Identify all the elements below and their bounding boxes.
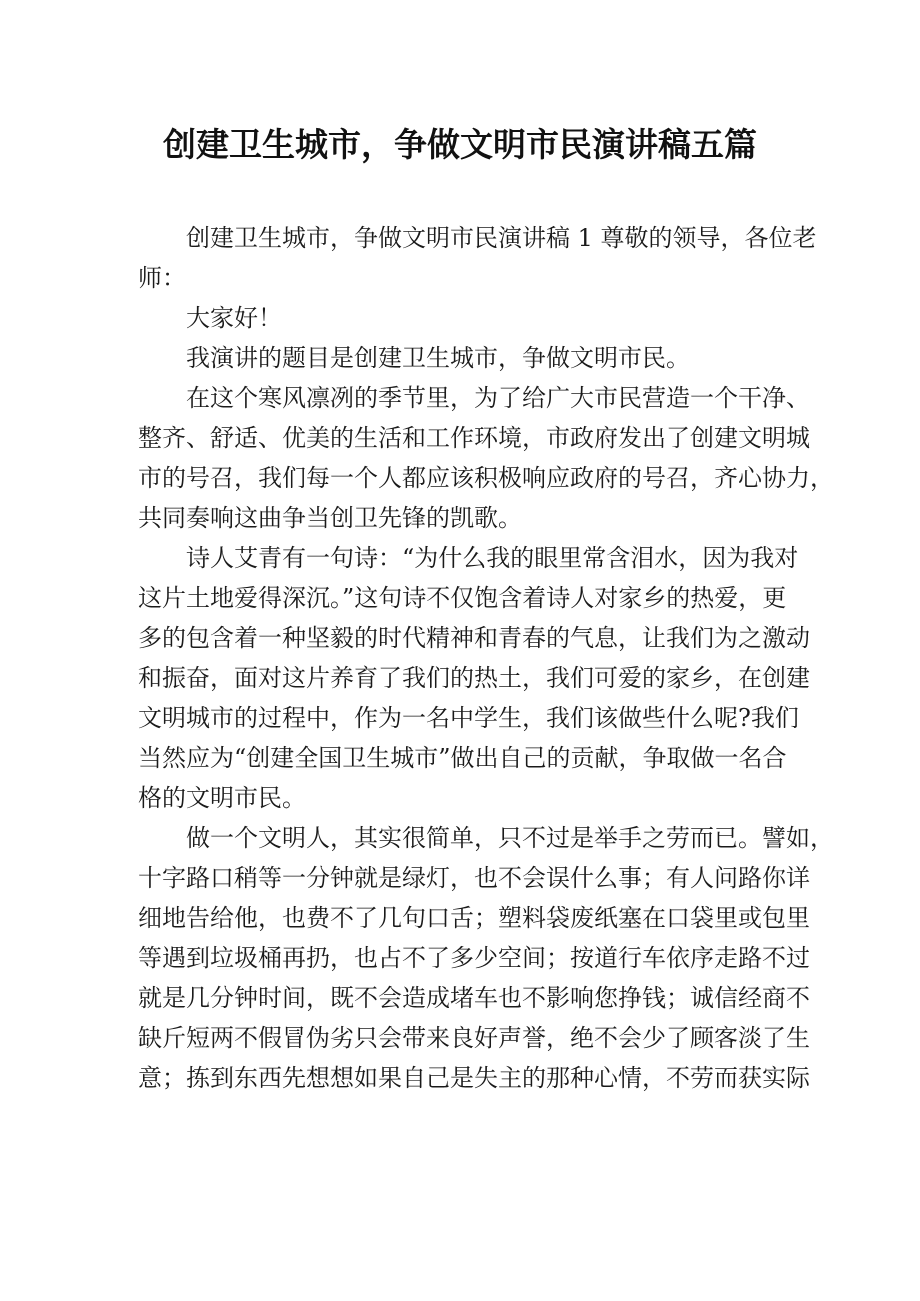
paragraph-line: 等遇到垃圾桶再扔，也占不了多少空间；按道行车依序走路不过 — [138, 944, 810, 972]
paragraph-line: 师： — [138, 264, 186, 292]
paragraph-line: 诗人艾青有一句诗：“为什么我的眼里常含泪水，因为我对 — [186, 544, 799, 572]
paragraph-line: 做一个文明人，其实很简单，只不过是举手之劳而已。譬如， — [186, 824, 834, 852]
paragraph-line: 格的文明市民。 — [138, 784, 306, 812]
paragraph-line: 文明城市的过程中，作为一名中学生，我们该做些什么呢?我们 — [138, 704, 799, 732]
paragraph-line: 当然应为“创建全国卫生城市”做出自己的贡献，争取做一名合 — [138, 744, 787, 772]
paragraph-line: 共同奏响这曲争当创卫先锋的凯歌。 — [138, 504, 522, 532]
paragraph-line: 创建卫生城市，争做文明市民演讲稿 1 尊敬的领导，各位老 — [186, 224, 817, 252]
paragraph-line: 就是几分钟时间，既不会造成堵车也不影响您挣钱；诚信经商不 — [138, 984, 810, 1012]
document-title: 创建卫生城市，争做文明市民演讲稿五篇 — [163, 125, 757, 164]
paragraph-line: 这片土地爱得深沉。”这句诗不仅饱含着诗人对家乡的热爱，更 — [138, 584, 787, 612]
paragraph-line: 细地告给他，也费不了几句口舌；塑料袋废纸塞在口袋里或包里 — [138, 904, 810, 932]
paragraph-line: 和振奋，面对这片养育了我们的热土，我们可爱的家乡，在创建 — [138, 664, 810, 692]
paragraph-line: 大家好！ — [186, 304, 282, 332]
paragraph-line: 意；拣到东西先想想如果自己是失主的那种心情，不劳而获实际 — [138, 1064, 810, 1092]
paragraph-line: 我演讲的题目是创建卫生城市，争做文明市民。 — [186, 344, 690, 372]
paragraph-line: 在这个寒风凛冽的季节里，为了给广大市民营造一个干净、 — [186, 384, 810, 412]
paragraph-line: 缺斤短两不假冒伪劣只会带来良好声誉，绝不会少了顾客淡了生 — [138, 1024, 810, 1052]
paragraph-line: 市的号召，我们每一个人都应该积极响应政府的号召，齐心协力， — [138, 464, 834, 492]
paragraph-line: 多的包含着一种坚毅的时代精神和青春的气息，让我们为之激动 — [138, 624, 810, 652]
paragraph-line: 十字路口稍等一分钟就是绿灯，也不会误什么事；有人问路你详 — [138, 864, 810, 892]
paragraph-line: 整齐、舒适、优美的生活和工作环境，市政府发出了创建文明城 — [138, 424, 810, 452]
document-body — [138, 218, 834, 1098]
